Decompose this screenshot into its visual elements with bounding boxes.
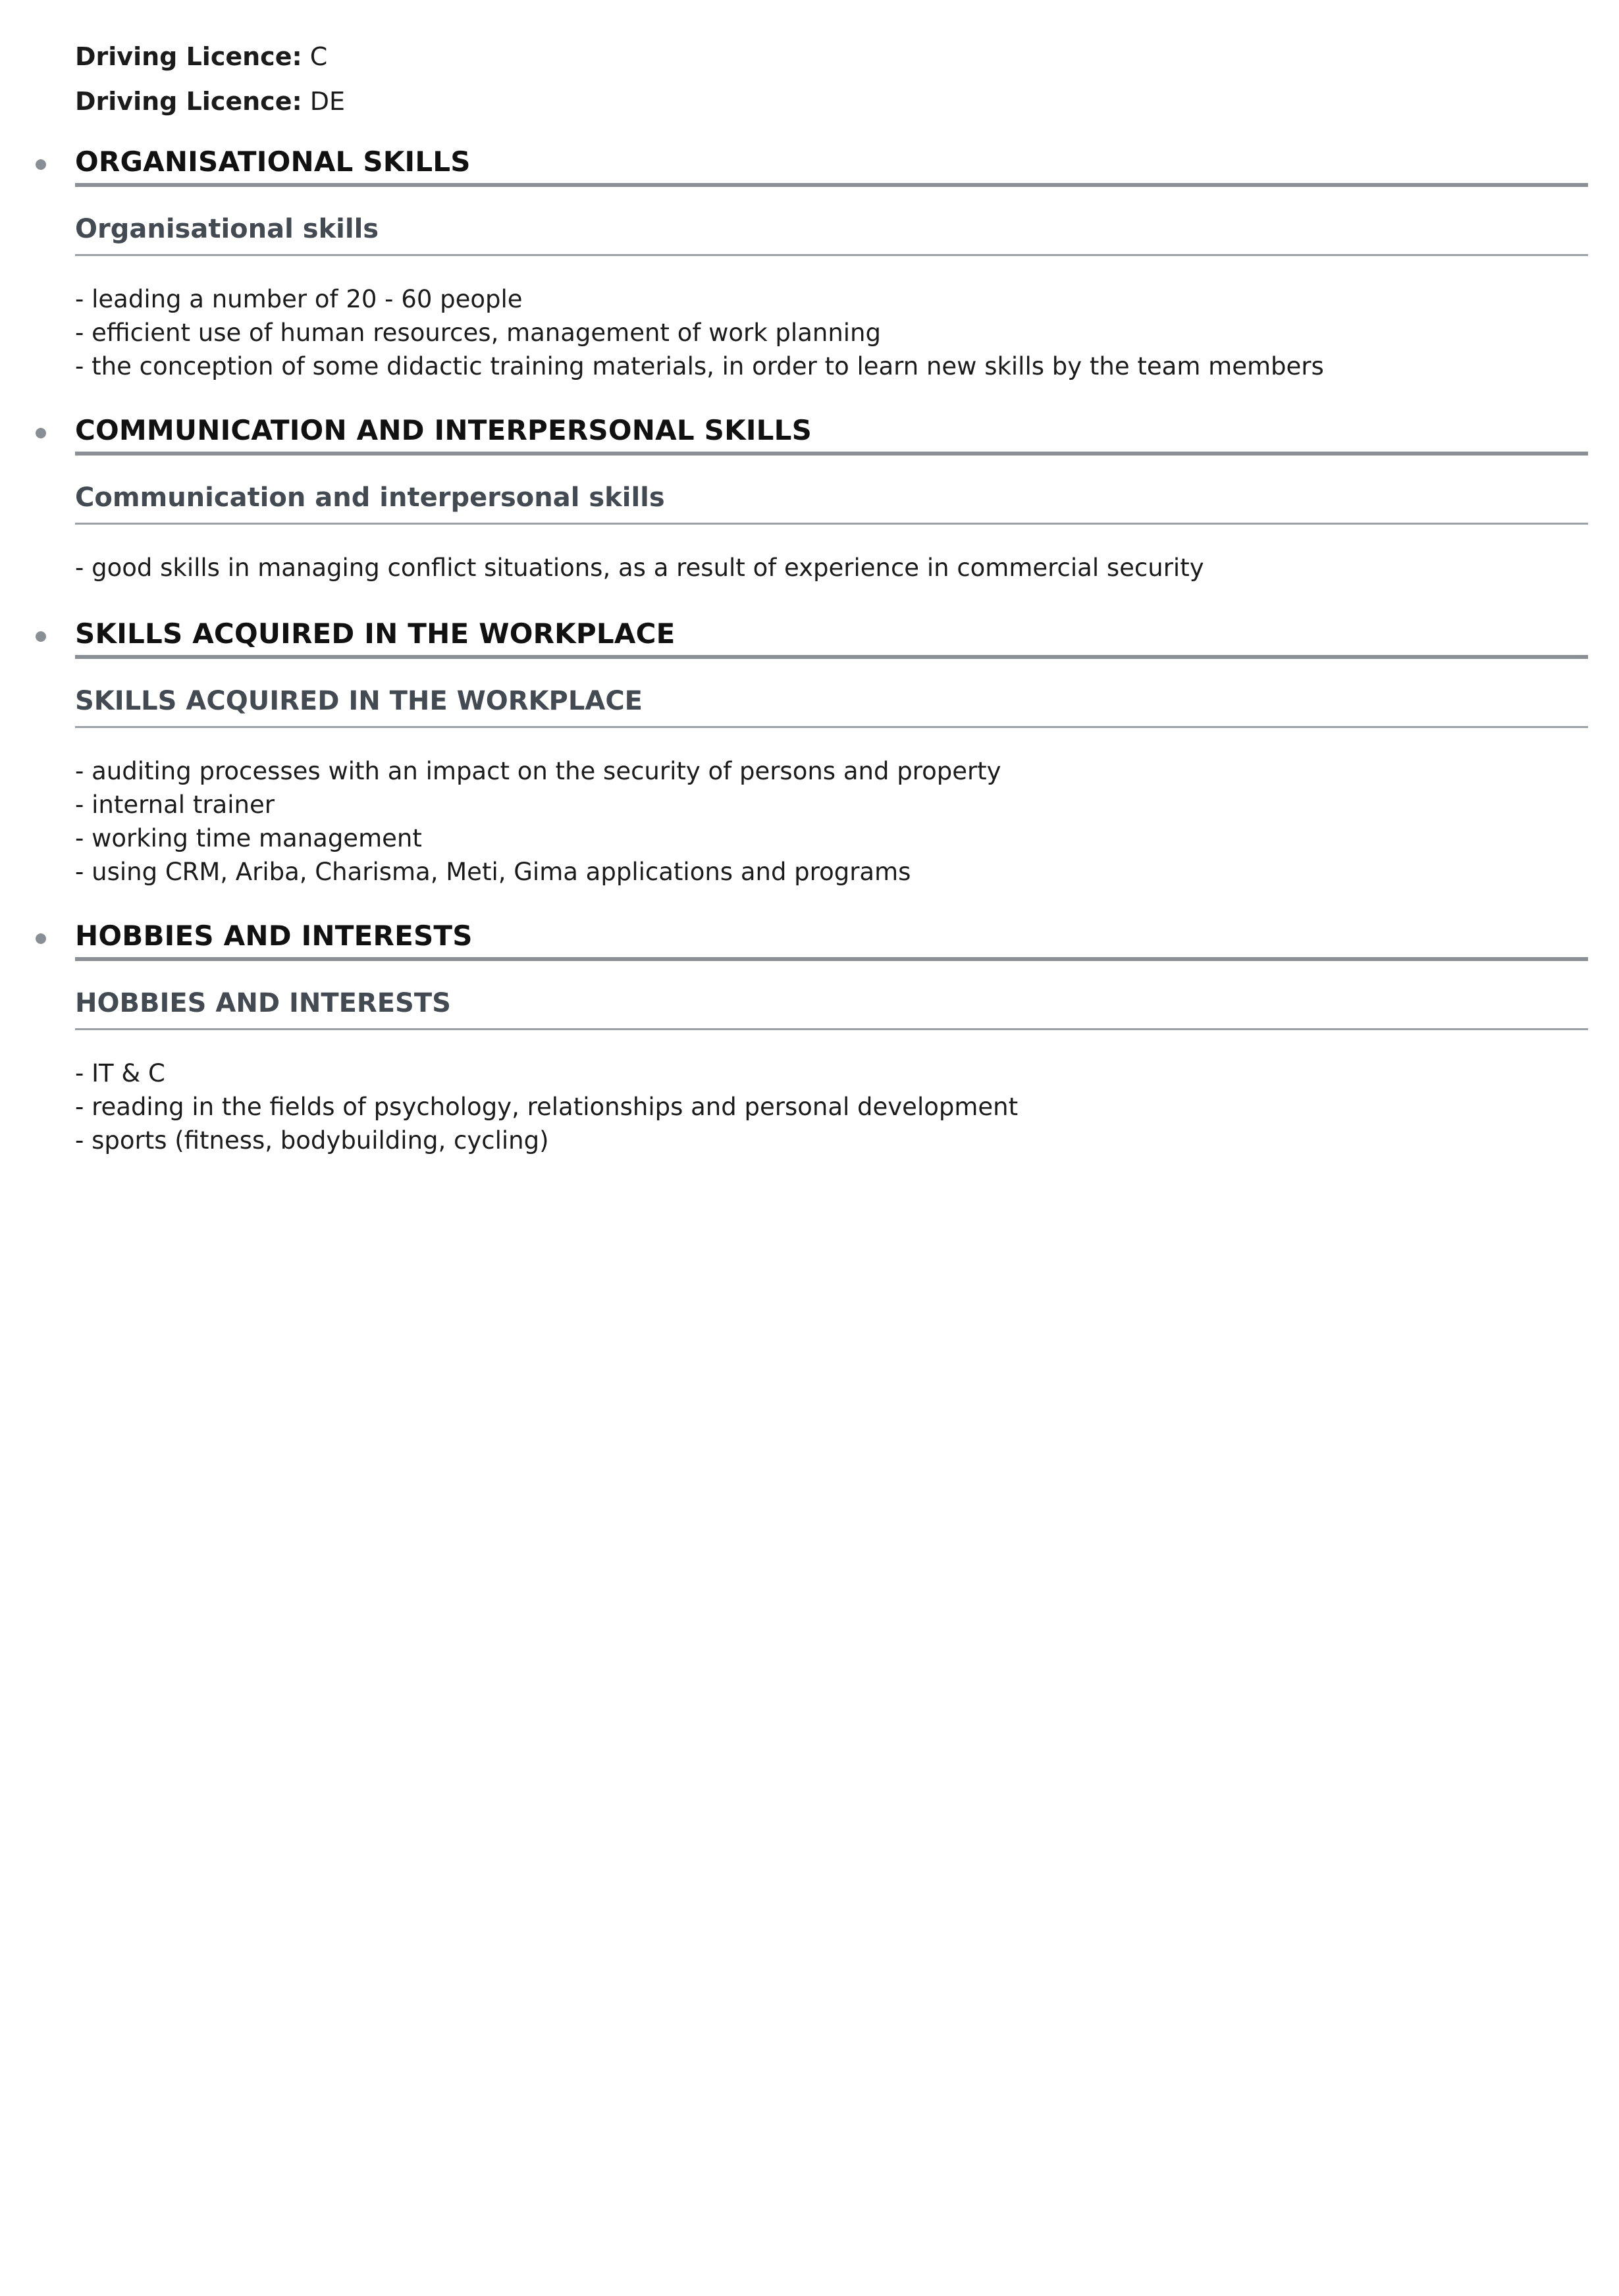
section-body <box>75 551 1588 585</box>
section-title: HOBBIES AND INTERESTS <box>75 920 473 952</box>
licence-value: DE <box>309 87 346 116</box>
list-item: - good skills in managing conflict situations, as a result of experience in commercial security <box>75 554 1204 582</box>
list-item: - the conception of some didactic training materials, in order to learn new skills by the team members <box>75 352 1324 380</box>
subsection-divider <box>75 254 1588 256</box>
subsection-title: Organisational skills <box>75 214 379 244</box>
section-body <box>75 1057 1588 1157</box>
list-item: - using CRM, Ariba, Charisma, Meti, Gima applications and programs <box>75 858 911 886</box>
subsection-title: SKILLS ACQUIRED IN THE WORKPLACE <box>75 686 643 716</box>
subsection-divider <box>75 523 1588 525</box>
section-bullet-icon <box>36 933 46 944</box>
section-title: ORGANISATIONAL SKILLS <box>75 145 471 178</box>
section-workplace-skills <box>75 615 1588 889</box>
section-body <box>75 282 1588 383</box>
section-divider <box>75 655 1588 659</box>
subsection-title: Communication and interpersonal skills <box>75 483 665 513</box>
list-item: - IT & C <box>75 1059 165 1087</box>
subsection-title: HOBBIES AND INTERESTS <box>75 988 451 1018</box>
section-divider <box>75 957 1588 961</box>
list-item: - internal trainer <box>75 791 275 819</box>
section-bullet-icon <box>36 428 46 438</box>
licence-label: Driving Licence: <box>75 42 302 71</box>
section-divider <box>75 183 1588 187</box>
list-item: - sports (fitness, bodybuilding, cycling) <box>75 1126 549 1155</box>
list-item: - leading a number of 20 - 60 people <box>75 285 523 313</box>
list-item: - working time management <box>75 824 422 852</box>
list-item: - reading in the fields of psychology, relationships and personal development <box>75 1093 1019 1121</box>
driving-licence-c <box>75 41 327 72</box>
licence-label: Driving Licence: <box>75 87 302 116</box>
section-communication-skills <box>75 412 1588 585</box>
section-organisational-skills <box>75 144 1588 383</box>
section-bullet-icon <box>36 159 46 170</box>
section-body <box>75 754 1588 889</box>
list-item: - efficient use of human resources, management of work planning <box>75 319 881 347</box>
list-item: - auditing processes with an impact on the security of persons and property <box>75 757 1001 785</box>
section-bullet-icon <box>36 631 46 642</box>
driving-licence-de <box>75 86 345 117</box>
section-title: SKILLS ACQUIRED IN THE WORKPLACE <box>75 617 676 650</box>
section-title: COMMUNICATION AND INTERPERSONAL SKILLS <box>75 414 812 446</box>
licence-value: C <box>309 42 328 71</box>
subsection-divider <box>75 726 1588 728</box>
subsection-divider <box>75 1028 1588 1030</box>
section-divider <box>75 452 1588 456</box>
section-hobbies-interests <box>75 918 1588 1157</box>
